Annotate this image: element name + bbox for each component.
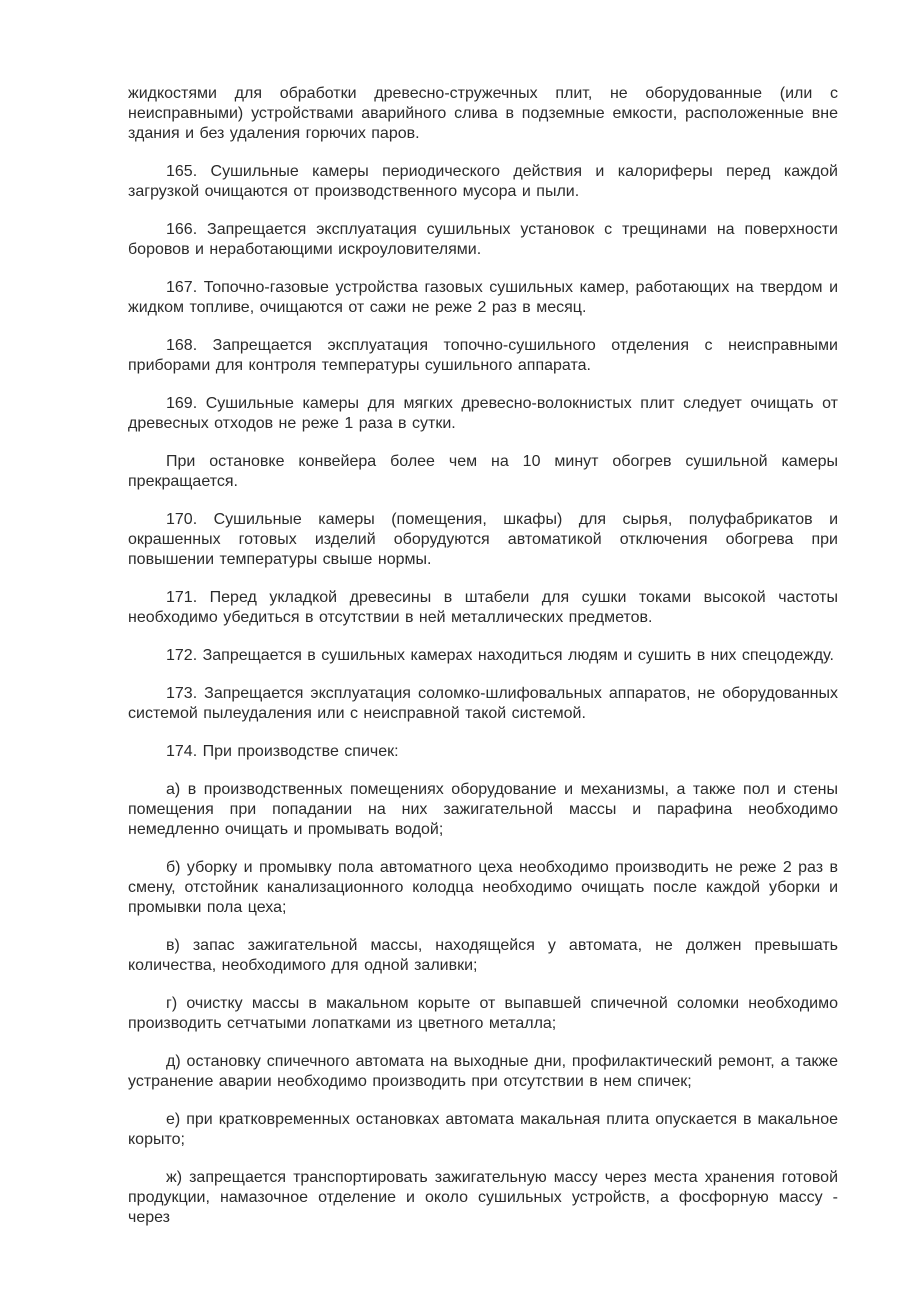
paragraph-174-item-v: в) запас зажигательной массы, находящейся у автомата, не должен превышать количества, необходимого для одной заливки; xyxy=(128,937,838,974)
paragraph-174-item-g: г) очистку массы в макальном корыте от выпавшей спичечной соломки необходимо производить сетчатыми лопатками из цветного металла; xyxy=(128,995,838,1032)
paragraph-174: 174. При производстве спичек: xyxy=(166,743,399,760)
paragraph-170: 170. Сушильные камеры (помещения, шкафы) для сырья, полуфабрикатов и окрашенных готовых изделий оборудуются автоматикой отключения обогрева при повышении температуры свыше нормы. xyxy=(128,511,838,568)
paragraph-173: 173. Запрещается эксплуатация соломко-шлифовальных аппаратов, не оборудованных системой пылеудаления или с неисправной такой системой. xyxy=(128,685,838,722)
paragraph-163-continuation: жидкостями для обработки древесно-стружечных плит, не оборудованные (или с неисправными) устройствами аварийного слива в подземные емкости, расположенные вне здания и без удаления горючих паров. xyxy=(128,85,838,142)
paragraph-167: 167. Топочно-газовые устройства газовых сушильных камер, работающих на твердом и жидком топливе, очищаются от сажи не реже 2 раз в месяц. xyxy=(128,279,838,316)
paragraph-174-item-zh: ж) запрещается транспортировать зажигательную массу через места хранения готовой продукции, намазочное отделение и около сушильных устройств, а фосфорную массу - через xyxy=(128,1169,838,1226)
paragraph-169: 169. Сушильные камеры для мягких древесно-волокнистых плит следует очищать от древесных отходов не реже 1 раза в сутки. xyxy=(128,395,838,432)
paragraph-172: 172. Запрещается в сушильных камерах находиться людям и сушить в них спецодежду. xyxy=(166,647,834,664)
paragraph-169-note: При остановке конвейера более чем на 10 минут обогрев сушильной камеры прекращается. xyxy=(128,453,838,490)
paragraph-166: 166. Запрещается эксплуатация сушильных установок с трещинами на поверхности боровов и неработающими искроуловителями. xyxy=(128,221,838,258)
paragraph-174-item-e: е) при кратковременных остановках автомата макальная плита опускается в макальное корыто; xyxy=(128,1111,838,1148)
paragraph-174-item-b: б) уборку и промывку пола автоматного цеха необходимо производить не реже 2 раз в смену, отстойник канализационного колодца необходимо очищать после каждой уборки и промывки пола цеха; xyxy=(128,859,838,916)
paragraph-171: 171. Перед укладкой древесины в штабели для сушки токами высокой частоты необходимо убедиться в отсутствии в ней металлических предметов. xyxy=(128,589,838,626)
paragraph-174-item-d: д) остановку спичечного автомата на выходные дни, профилактический ремонт, а также устранение аварии необходимо производить при отсутствии в нем спичек; xyxy=(128,1053,838,1090)
paragraph-165: 165. Сушильные камеры периодического действия и калориферы перед каждой загрузкой очищаются от производственного мусора и пыли. xyxy=(128,163,838,200)
paragraph-168: 168. Запрещается эксплуатация топочно-сушильного отделения с неисправными приборами для контроля температуры сушильного аппарата. xyxy=(128,337,838,374)
paragraph-174-item-a: а) в производственных помещениях оборудование и механизмы, а также пол и стены помещения при попадании на них зажигательной массы и парафина необходимо немедленно очищать и промывать водой; xyxy=(128,781,838,838)
